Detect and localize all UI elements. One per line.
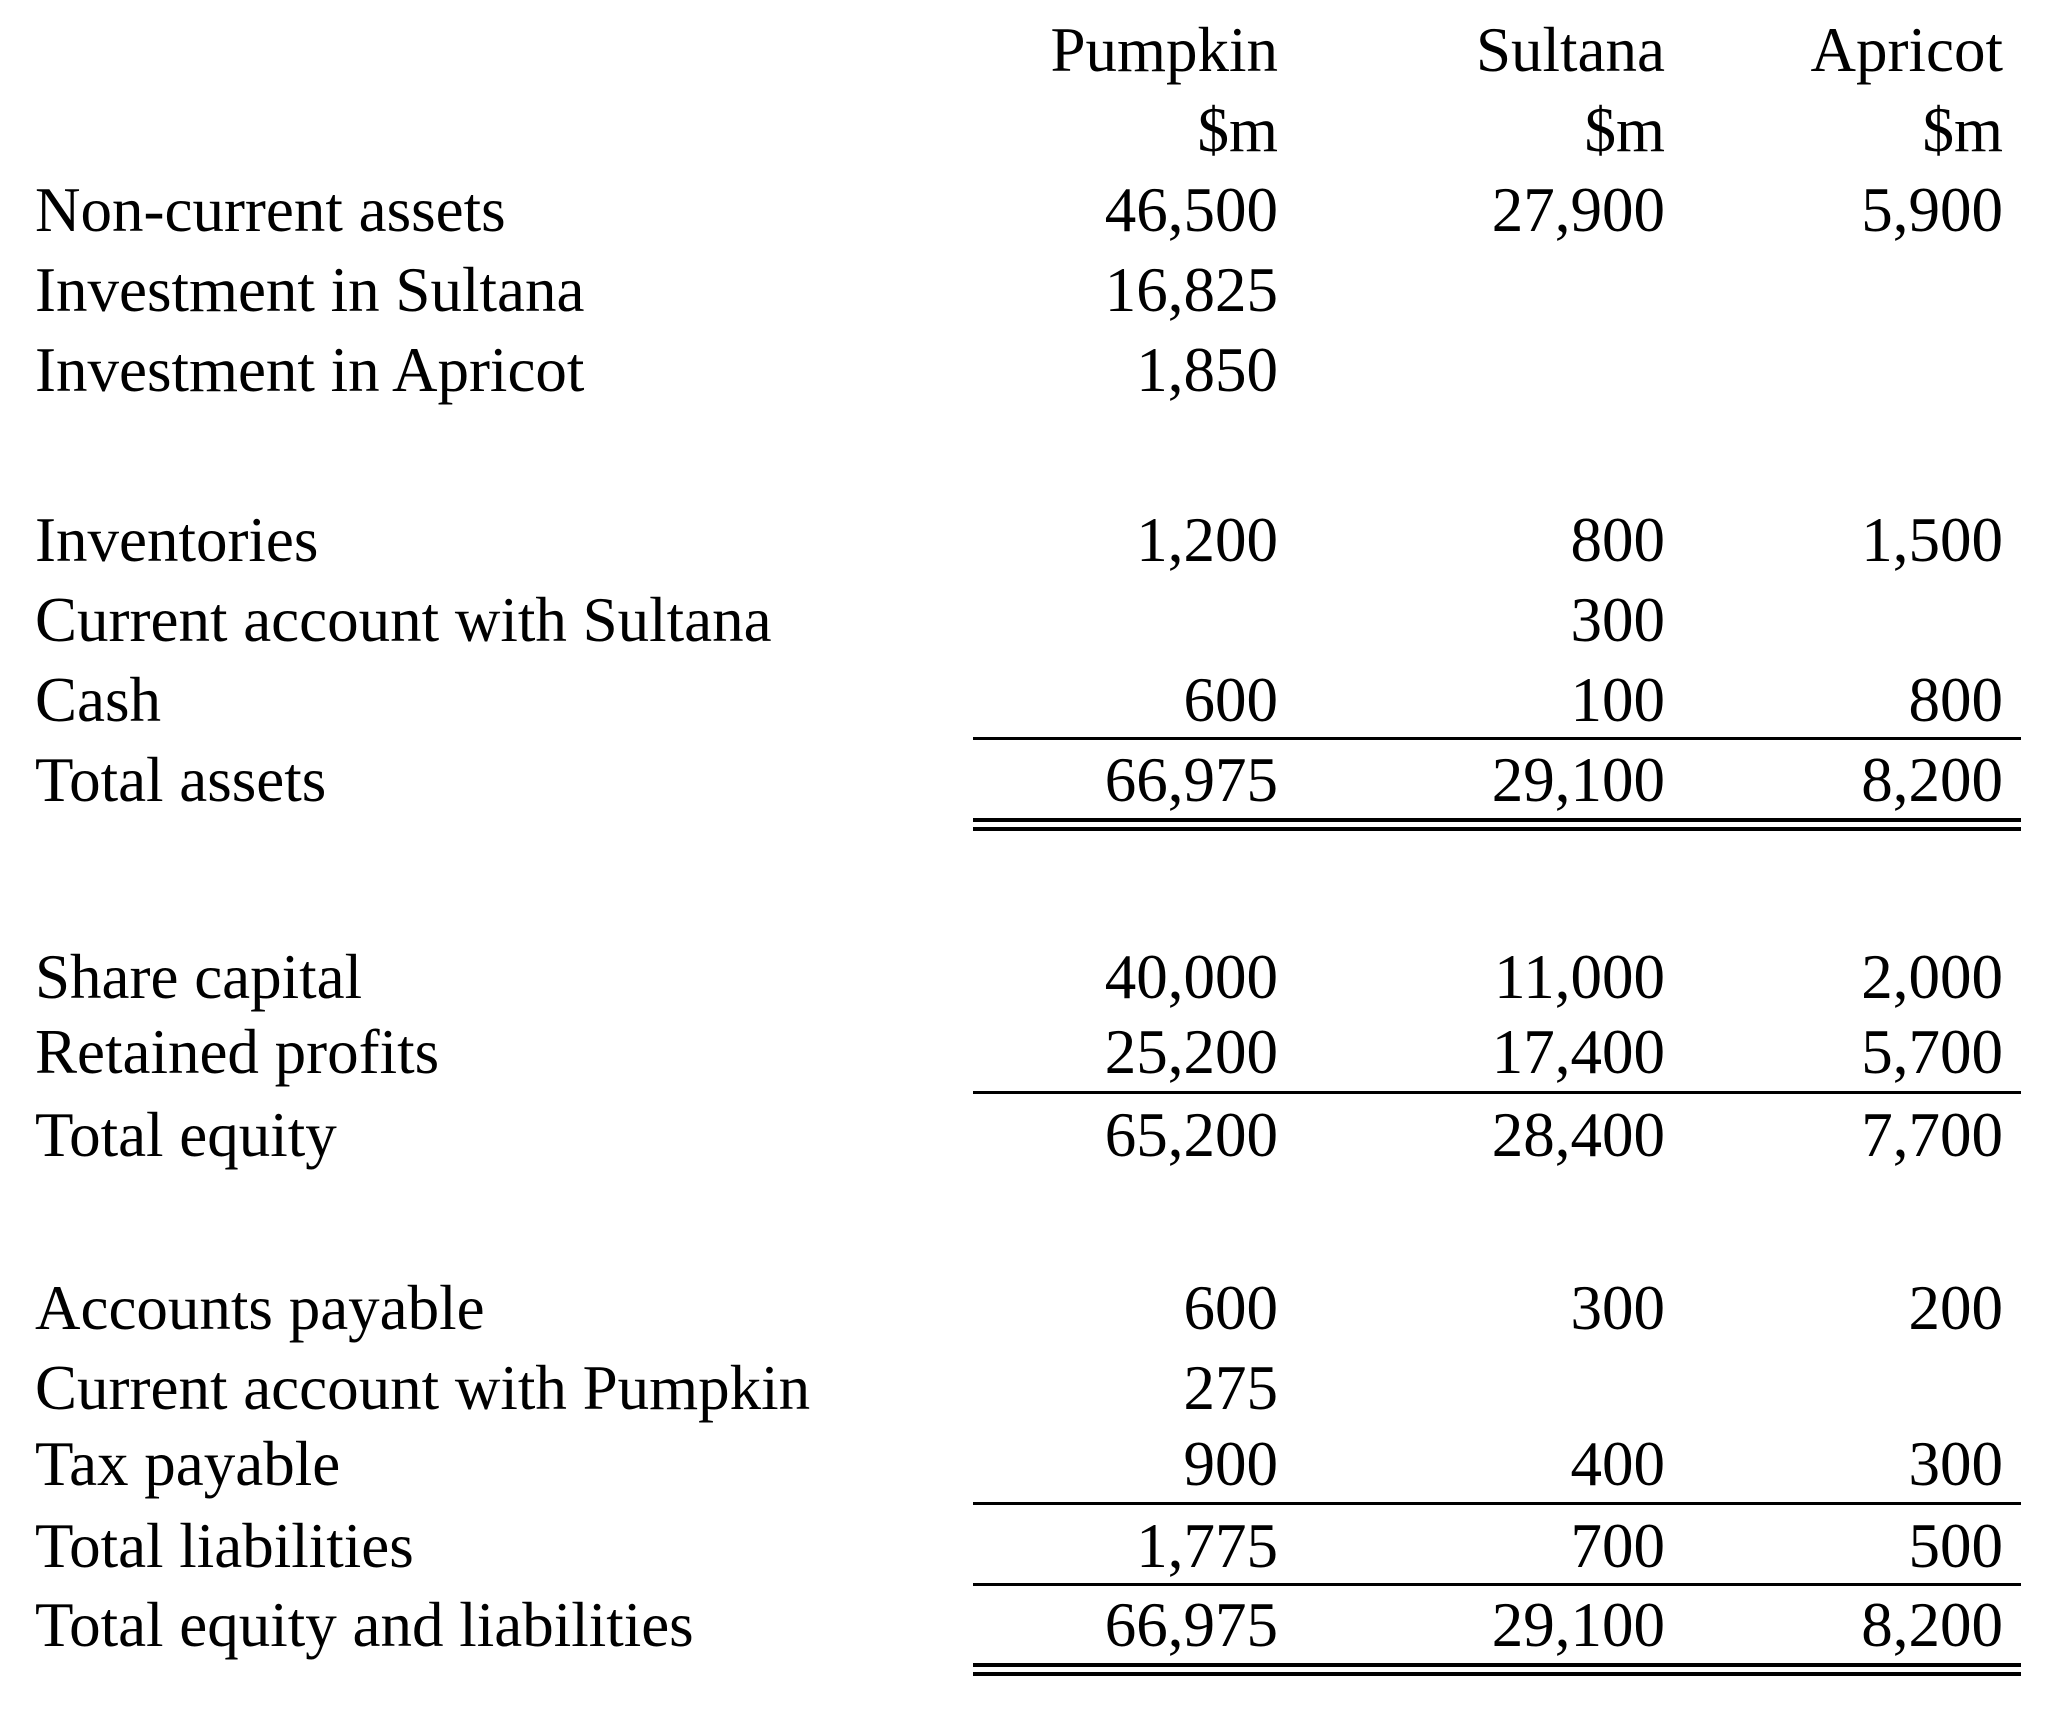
cell-total-equity-pumpkin: 65,200	[1104, 1100, 1278, 1170]
cell-cash-apricot: 800	[1908, 665, 2003, 735]
row-label-cash: Cash	[35, 665, 161, 735]
cell-retained-profits-sultana: 17,400	[1491, 1017, 1665, 1087]
cell-current-account-sultana-sultana: 300	[1570, 585, 1665, 655]
cell-investment-apricot-pumpkin: 1,850	[1136, 335, 1278, 405]
column-header-pumpkin: Pumpkin	[1050, 15, 1278, 85]
cell-inventories-pumpkin: 1,200	[1136, 505, 1278, 575]
cell-retained-profits-pumpkin: 25,200	[1104, 1017, 1278, 1087]
double-rule-bottom	[973, 1672, 2021, 1676]
row-label-tax-payable: Tax payable	[35, 1429, 341, 1499]
cell-share-capital-apricot: 2,000	[1861, 942, 2003, 1012]
row-label-total-equity: Total equity	[35, 1100, 337, 1170]
cell-retained-profits-apricot: 5,700	[1861, 1017, 2003, 1087]
row-label-inventories: Inventories	[35, 505, 319, 575]
row-label-accounts-payable: Accounts payable	[35, 1273, 485, 1343]
row-label-total-assets: Total assets	[35, 745, 327, 815]
row-label-current-account-pumpkin: Current account with Pumpkin	[35, 1353, 811, 1423]
cell-total-liabilities-sultana: 700	[1570, 1511, 1665, 1581]
row-label-current-account-sultana: Current account with Sultana	[35, 585, 772, 655]
cell-investment-sultana-pumpkin: 16,825	[1104, 255, 1278, 325]
cell-cash-pumpkin: 600	[1183, 665, 1278, 735]
cell-total-equity-apricot: 7,700	[1861, 1100, 2003, 1170]
row-label-investment-sultana: Investment in Sultana	[35, 255, 585, 325]
cell-total-equity-liabilities-sultana: 29,100	[1491, 1590, 1665, 1660]
row-label-total-equity-liabilities: Total equity and liabilities	[35, 1590, 694, 1660]
cell-cash-sultana: 100	[1570, 665, 1665, 735]
cell-tax-payable-sultana: 400	[1570, 1429, 1665, 1499]
cell-total-assets-apricot: 8,200	[1861, 745, 2003, 815]
column-header-sultana: Sultana	[1476, 15, 1665, 85]
cell-non-current-assets-sultana: 27,900	[1491, 175, 1665, 245]
cell-inventories-sultana: 800	[1570, 505, 1665, 575]
cell-total-assets-pumpkin: 66,975	[1104, 745, 1278, 815]
cell-accounts-payable-sultana: 300	[1570, 1273, 1665, 1343]
column-unit-apricot: $m	[1922, 95, 2003, 165]
cell-total-equity-liabilities-pumpkin: 66,975	[1104, 1590, 1278, 1660]
column-header-apricot: Apricot	[1810, 15, 2003, 85]
cell-accounts-payable-apricot: 200	[1908, 1273, 2003, 1343]
double-rule-top	[973, 1663, 2021, 1667]
subtotal-rule	[973, 1502, 2021, 1505]
cell-total-equity-sultana: 28,400	[1491, 1100, 1665, 1170]
cell-current-account-pumpkin-pumpkin: 275	[1183, 1353, 1278, 1423]
row-label-investment-apricot: Investment in Apricot	[35, 335, 585, 405]
row-label-share-capital: Share capital	[35, 942, 363, 1012]
cell-non-current-assets-pumpkin: 46,500	[1104, 175, 1278, 245]
cell-total-liabilities-apricot: 500	[1908, 1511, 2003, 1581]
column-unit-sultana: $m	[1584, 95, 1665, 165]
row-label-total-liabilities: Total liabilities	[35, 1511, 414, 1581]
cell-total-equity-liabilities-apricot: 8,200	[1861, 1590, 2003, 1660]
double-rule-bottom	[973, 827, 2021, 831]
cell-share-capital-sultana: 11,000	[1494, 942, 1665, 1012]
row-label-non-current-assets: Non-current assets	[35, 175, 506, 245]
cell-non-current-assets-apricot: 5,900	[1861, 175, 2003, 245]
column-unit-pumpkin: $m	[1197, 95, 1278, 165]
cell-tax-payable-pumpkin: 900	[1183, 1429, 1278, 1499]
cell-tax-payable-apricot: 300	[1908, 1429, 2003, 1499]
cell-total-liabilities-pumpkin: 1,775	[1136, 1511, 1278, 1581]
row-label-retained-profits: Retained profits	[35, 1017, 440, 1087]
double-rule-top	[973, 818, 2021, 822]
subtotal-rule	[973, 1091, 2021, 1094]
cell-total-assets-sultana: 29,100	[1491, 745, 1665, 815]
cell-inventories-apricot: 1,500	[1861, 505, 2003, 575]
cell-accounts-payable-pumpkin: 600	[1183, 1273, 1278, 1343]
cell-share-capital-pumpkin: 40,000	[1104, 942, 1278, 1012]
